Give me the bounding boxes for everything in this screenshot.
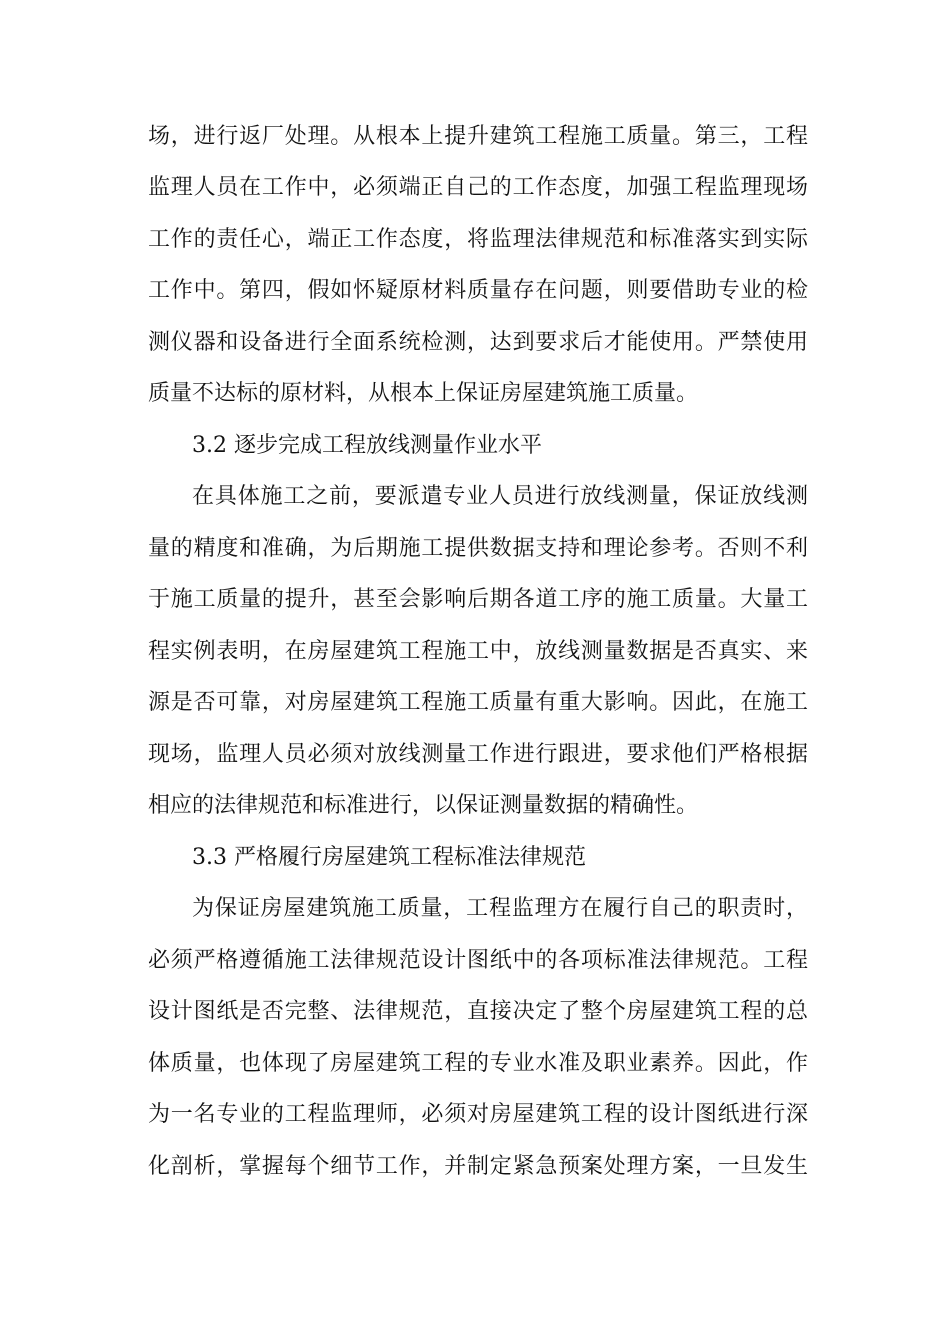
paragraph-1-line-6: 质量不达标的原材料，从根本上保证房屋建筑施工质量。 — [148, 381, 699, 406]
paragraph-3-line-5: 为一名专业的工程监理师，必须对房屋建筑工程的设计图纸进行深 — [148, 1102, 808, 1127]
paragraph-3-line-2: 必须严格遵循施工法律规范设计图纸中的各项标准法律规范。工程 — [148, 948, 808, 973]
paragraph-1-line-3: 工作的责任心，端正工作态度，将监理法律规范和标准落实到实际 — [148, 227, 808, 252]
paragraph-3-line-6: 化剖析，掌握每个细节工作，并制定紧急预案处理方案，一旦发生 — [148, 1154, 808, 1179]
paragraph-1-line-5: 测仪器和设备进行全面系统检测，达到要求后才能使用。严禁使用 — [148, 330, 808, 355]
paragraph-2-line-3: 于施工质量的提升，甚至会影响后期各道工序的施工质量。大量工 — [148, 587, 808, 612]
paragraph-1-line-1: 场，进行返厂处理。从根本上提升建筑工程施工质量。第三，工程 — [148, 124, 808, 149]
paragraph-2-line-4: 程实例表明，在房屋建筑工程施工中，放线测量数据是否真实、来 — [148, 639, 808, 664]
paragraph-1-line-4: 工作中。第四，假如怀疑原材料质量存在问题，则要借助专业的检 — [148, 278, 808, 303]
paragraph-2-line-1: 在具体施工之前，要派遣专业人员进行放线测量，保证放线测 — [192, 484, 808, 509]
paragraph-2-line-7: 相应的法律规范和标准进行，以保证测量数据的精确性。 — [148, 793, 699, 818]
paragraph-2-line-6: 现场，监理人员必须对放线测量工作进行跟进，要求他们严格根据 — [148, 742, 808, 767]
paragraph-3-line-1: 为保证房屋建筑施工质量，工程监理方在履行自己的职责时， — [192, 896, 808, 921]
section-heading-3-2: 3.2 逐步完成工程放线测量作业水平 — [192, 433, 542, 458]
paragraph-1-line-2: 监理人员在工作中，必须端正自己的工作态度，加强工程监理现场 — [148, 175, 808, 200]
paragraph-3-line-4: 体质量，也体现了房屋建筑工程的专业水准及职业素养。因此，作 — [148, 1051, 808, 1076]
paragraph-2-line-5: 源是否可靠，对房屋建筑工程施工质量有重大影响。因此，在施工 — [148, 690, 808, 715]
paragraph-3-line-3: 设计图纸是否完整、法律规范，直接决定了整个房屋建筑工程的总 — [148, 999, 808, 1024]
paragraph-2-line-2: 量的精度和准确，为后期施工提供数据支持和理论参考。否则不利 — [148, 536, 808, 561]
section-heading-3-3: 3.3 严格履行房屋建筑工程标准法律规范 — [192, 845, 586, 870]
